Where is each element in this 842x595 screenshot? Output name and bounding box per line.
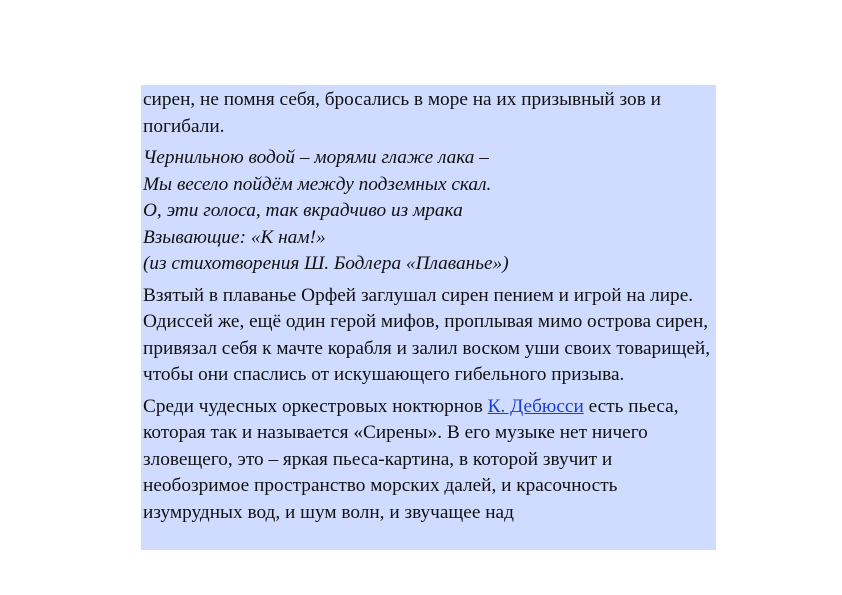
paragraph-orpheus-odysseus: Взятый в плаванье Орфей заглушал сирен пением и игрой на лире. Одиссей же, ещё один герой мифов, проплывая мимо острова сирен, привязал себя к мачте корабля и залил воском уши своих товарищей, чтобы они спаслись от искушающего гибельного призыва. <box>143 284 711 385</box>
poem-line: Взывающие: «К нам!» <box>143 226 326 248</box>
poem-line: О, эти голоса, так вкрадчиво из мрака <box>143 200 463 221</box>
poem-quote <box>143 145 714 278</box>
paragraph-sirens-intro: сирен, не помня себя, бросались в море на их призывный зов и погибали. <box>143 89 661 137</box>
debussy-link[interactable]: К. Дебюсси <box>487 395 584 417</box>
paragraph-debussy-start: Среди чудесных оркестровых ноктюрнов <box>143 395 488 417</box>
paragraph-debussy-end: есть пьеса, которая так и называется «Сирены». В его музыке нет ничего зловещего, это – яркая пьеса-картина, в которой звучит и необозримое пространство морских далей, и красочность изумрудных вод, и шум волн, и звучащее над <box>143 395 679 523</box>
highlighted-text-block <box>141 85 716 550</box>
paragraph-debussy <box>143 394 714 527</box>
poem-line: Чернильною водой – морями глаже лака – <box>143 147 489 168</box>
poem-line: Мы весело пойдём между подземных скал. <box>143 173 492 195</box>
poem-source: (из стихотворения Ш. Бодлера «Плаванье») <box>143 253 509 274</box>
